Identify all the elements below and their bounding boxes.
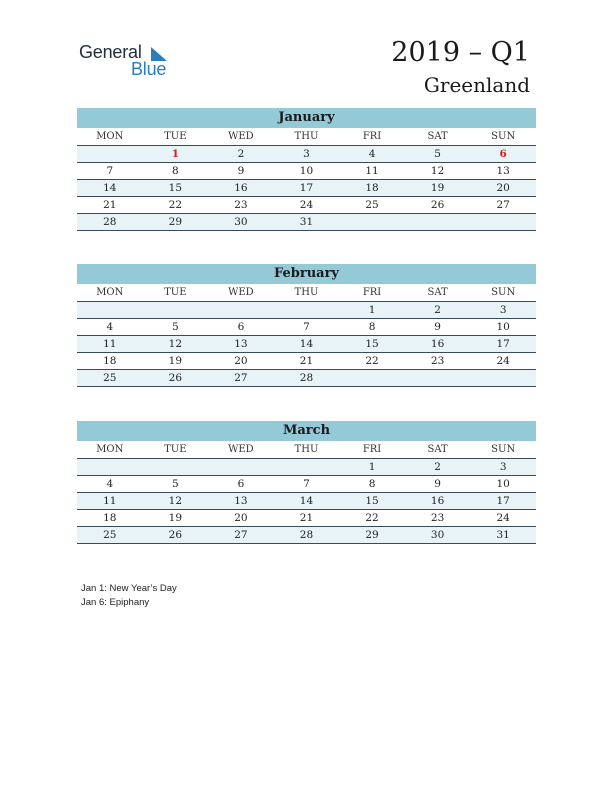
week-row — [77, 163, 536, 180]
empty-day-cell — [274, 459, 340, 476]
day-cell: 2 — [405, 459, 471, 476]
day-cell: 10 — [470, 476, 536, 493]
day-cell: 19 — [143, 510, 209, 527]
weekday-label: THU — [274, 441, 340, 459]
day-cell: 17 — [470, 336, 536, 353]
day-cell: 9 — [208, 163, 274, 180]
weekday-label: SUN — [470, 441, 536, 459]
day-cell: 27 — [470, 197, 536, 214]
weekday-label: SAT — [405, 284, 471, 302]
weekday-label: TUE — [143, 128, 209, 146]
holiday-note: Jan 6: Epiphany — [81, 597, 150, 608]
day-cell: 5 — [143, 319, 209, 336]
day-cell: 21 — [77, 197, 143, 214]
weekday-label: TUE — [143, 284, 209, 302]
day-cell: 2 — [208, 146, 274, 163]
day-cell: 10 — [274, 163, 340, 180]
day-cell: 7 — [274, 319, 340, 336]
day-cell: 13 — [208, 493, 274, 510]
day-cell: 28 — [274, 370, 340, 387]
day-cell: 26 — [143, 527, 209, 544]
week-row — [77, 370, 536, 387]
day-cell: 5 — [143, 476, 209, 493]
day-cell: 18 — [77, 353, 143, 370]
day-cell: 15 — [339, 493, 405, 510]
week-row — [77, 319, 536, 336]
day-cell: 20 — [208, 510, 274, 527]
weekday-label: SUN — [470, 284, 536, 302]
day-cell: 14 — [77, 180, 143, 197]
day-cell: 30 — [405, 527, 471, 544]
weekday-label: WED — [208, 284, 274, 302]
empty-day-cell — [274, 302, 340, 319]
calendar-grid — [77, 441, 536, 544]
calendar-grid — [77, 128, 536, 231]
day-cell: 1 — [143, 146, 209, 163]
day-cell: 22 — [339, 353, 405, 370]
weekday-label: TUE — [143, 441, 209, 459]
day-cell: 16 — [405, 493, 471, 510]
day-cell: 17 — [274, 180, 340, 197]
week-row — [77, 527, 536, 544]
day-cell: 8 — [339, 476, 405, 493]
week-row — [77, 510, 536, 527]
weekday-label: SAT — [405, 128, 471, 146]
weekday-label: FRI — [339, 441, 405, 459]
weekday-header-row — [77, 128, 536, 146]
month-name: February — [77, 264, 536, 284]
empty-day-cell — [143, 302, 209, 319]
day-cell: 12 — [143, 493, 209, 510]
calendar-grid — [77, 284, 536, 387]
brand-word-blue: Blue — [131, 59, 167, 79]
day-cell: 10 — [470, 319, 536, 336]
day-cell: 12 — [143, 336, 209, 353]
page-subtitle: Greenland — [423, 73, 530, 97]
week-row — [77, 180, 536, 197]
day-cell: 14 — [274, 336, 340, 353]
day-cell: 19 — [143, 353, 209, 370]
day-cell: 24 — [470, 510, 536, 527]
day-cell: 3 — [470, 459, 536, 476]
day-cell: 11 — [339, 163, 405, 180]
day-cell: 8 — [143, 163, 209, 180]
day-cell: 6 — [470, 146, 536, 163]
day-cell: 6 — [208, 476, 274, 493]
month-block-january — [77, 108, 536, 231]
day-cell: 18 — [339, 180, 405, 197]
day-cell: 15 — [143, 180, 209, 197]
empty-day-cell — [339, 370, 405, 387]
week-row — [77, 214, 536, 231]
weekday-label: WED — [208, 128, 274, 146]
day-cell: 23 — [405, 353, 471, 370]
weekday-label: MON — [77, 284, 143, 302]
day-cell: 14 — [274, 493, 340, 510]
brand-logo — [79, 42, 189, 82]
day-cell: 21 — [274, 510, 340, 527]
day-cell: 23 — [405, 510, 471, 527]
day-cell: 20 — [470, 180, 536, 197]
empty-day-cell — [77, 302, 143, 319]
weekday-label: MON — [77, 441, 143, 459]
day-cell: 22 — [143, 197, 209, 214]
day-cell: 4 — [77, 319, 143, 336]
weekday-label: THU — [274, 128, 340, 146]
day-cell: 4 — [339, 146, 405, 163]
weekday-label: WED — [208, 441, 274, 459]
week-row — [77, 336, 536, 353]
day-cell: 7 — [77, 163, 143, 180]
empty-day-cell — [77, 459, 143, 476]
day-cell: 12 — [405, 163, 471, 180]
day-cell: 1 — [339, 302, 405, 319]
day-cell: 15 — [339, 336, 405, 353]
day-cell: 2 — [405, 302, 471, 319]
day-cell: 6 — [208, 319, 274, 336]
empty-day-cell — [470, 214, 536, 231]
day-cell: 25 — [77, 370, 143, 387]
empty-day-cell — [339, 214, 405, 231]
day-cell: 26 — [143, 370, 209, 387]
day-cell: 24 — [274, 197, 340, 214]
day-cell: 30 — [208, 214, 274, 231]
day-cell: 28 — [274, 527, 340, 544]
empty-day-cell — [143, 459, 209, 476]
day-cell: 16 — [208, 180, 274, 197]
month-block-march — [77, 421, 536, 544]
day-cell: 7 — [274, 476, 340, 493]
day-cell: 16 — [405, 336, 471, 353]
day-cell: 29 — [339, 527, 405, 544]
weekday-header-row — [77, 441, 536, 459]
week-row — [77, 493, 536, 510]
day-cell: 1 — [339, 459, 405, 476]
empty-day-cell — [470, 370, 536, 387]
day-cell: 3 — [470, 302, 536, 319]
day-cell: 8 — [339, 319, 405, 336]
day-cell: 31 — [274, 214, 340, 231]
day-cell: 27 — [208, 370, 274, 387]
week-row — [77, 302, 536, 319]
day-cell: 5 — [405, 146, 471, 163]
day-cell: 13 — [470, 163, 536, 180]
day-cell: 23 — [208, 197, 274, 214]
day-cell: 13 — [208, 336, 274, 353]
empty-day-cell — [77, 146, 143, 163]
day-cell: 20 — [208, 353, 274, 370]
week-row — [77, 459, 536, 476]
empty-day-cell — [208, 302, 274, 319]
holiday-notes — [81, 582, 177, 610]
day-cell: 31 — [470, 527, 536, 544]
day-cell: 11 — [77, 493, 143, 510]
week-row — [77, 353, 536, 370]
week-row — [77, 476, 536, 493]
weekday-label: FRI — [339, 284, 405, 302]
week-row — [77, 197, 536, 214]
day-cell: 18 — [77, 510, 143, 527]
day-cell: 27 — [208, 527, 274, 544]
day-cell: 29 — [143, 214, 209, 231]
day-cell: 19 — [405, 180, 471, 197]
holiday-note: Jan 1: New Year’s Day — [81, 583, 177, 594]
weekday-label: FRI — [339, 128, 405, 146]
month-block-february — [77, 264, 536, 387]
day-cell: 11 — [77, 336, 143, 353]
empty-day-cell — [208, 459, 274, 476]
weekday-label: THU — [274, 284, 340, 302]
day-cell: 3 — [274, 146, 340, 163]
day-cell: 9 — [405, 476, 471, 493]
day-cell: 22 — [339, 510, 405, 527]
weekday-label: MON — [77, 128, 143, 146]
day-cell: 17 — [470, 493, 536, 510]
page-title: 2019 – Q1 — [391, 37, 530, 68]
weekday-label: SUN — [470, 128, 536, 146]
month-name: March — [77, 421, 536, 441]
brand-word-general: General — [79, 42, 142, 62]
week-row — [77, 146, 536, 163]
day-cell: 28 — [77, 214, 143, 231]
day-cell: 26 — [405, 197, 471, 214]
day-cell: 25 — [339, 197, 405, 214]
weekday-label: SAT — [405, 441, 471, 459]
day-cell: 24 — [470, 353, 536, 370]
month-name: January — [77, 108, 536, 128]
day-cell: 9 — [405, 319, 471, 336]
weekday-header-row — [77, 284, 536, 302]
empty-day-cell — [405, 370, 471, 387]
day-cell: 21 — [274, 353, 340, 370]
empty-day-cell — [405, 214, 471, 231]
day-cell: 4 — [77, 476, 143, 493]
day-cell: 25 — [77, 527, 143, 544]
